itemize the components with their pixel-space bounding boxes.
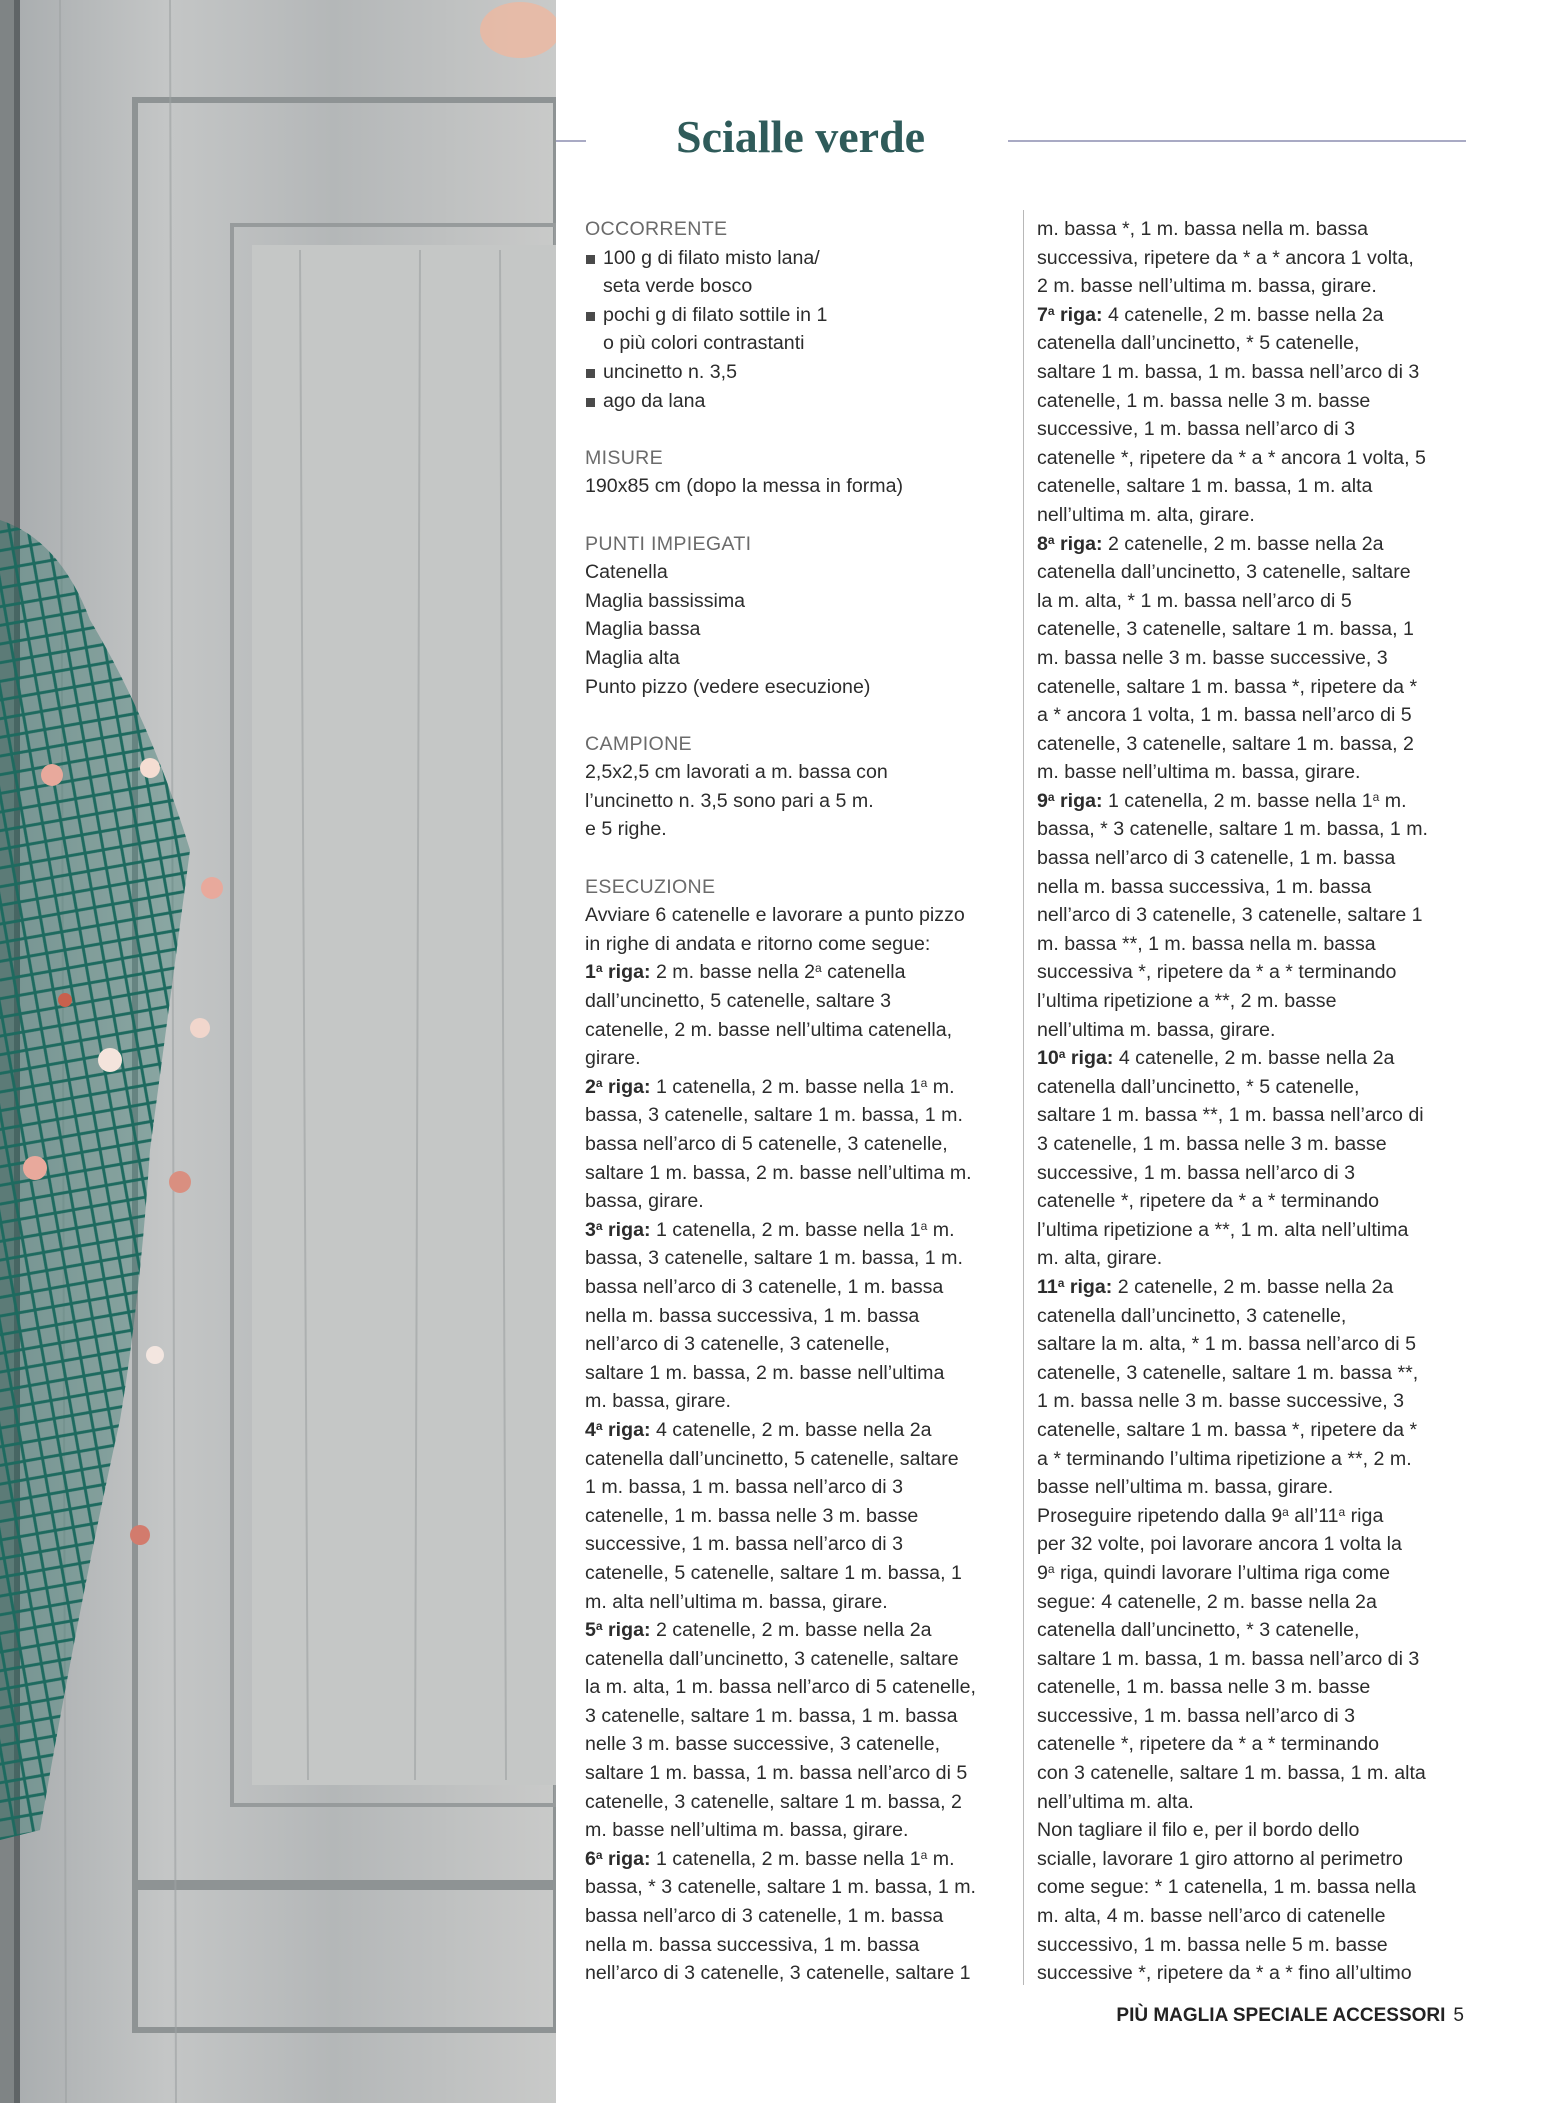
- instruction-line: come segue: * 1 catenella, 1 m. bassa nella: [1037, 1876, 1417, 1899]
- section-heading-esecuzione: ESECUZIONE: [585, 875, 716, 898]
- instruction-line: bassa, * 3 catenelle, saltare 1 m. bassa, 1 m.: [585, 1876, 976, 1899]
- instruction-line: 9$^a$ riga, quindi lavorare l’ultima riga come: [1037, 1561, 1391, 1584]
- shawl-photo: [0, 0, 556, 2103]
- instruction-line: in righe di andata e ritorno come segue:: [585, 932, 931, 955]
- instruction-line: catenelle, 1 m. bassa nelle 3 m. basse: [1037, 389, 1371, 412]
- instruction-line: 8$^a$ riga: 2 catenelle, 2 m. basse nella 2a: [1037, 532, 1384, 555]
- row-label: 7$^a$ riga:: [1037, 303, 1103, 326]
- instruction-line: 1 m. bassa nelle 3 m. basse successive, 3: [1037, 1390, 1405, 1413]
- instruction-line: catenelle, 5 catenelle, saltare 1 m. bassa, 1: [585, 1561, 962, 1584]
- instruction-line: nelle 3 m. basse successive, 3 catenelle,: [585, 1733, 941, 1756]
- instruction-line: saltare 1 m. bassa, 2 m. basse nell’ultima: [585, 1361, 945, 1384]
- material-item: ago da lana: [585, 387, 1015, 416]
- instruction-line: nell’ultima m. bassa, girare.: [1037, 1018, 1276, 1041]
- stitch-item: Punto pizzo (vedere esecuzione): [585, 675, 871, 698]
- instruction-line: 10$^a$ riga: 4 catenelle, 2 m. basse nella 2a: [1037, 1047, 1395, 1070]
- instruction-line: nella m. bassa successiva, 1 m. bassa: [1037, 875, 1372, 898]
- row-label: 10$^a$ riga:: [1037, 1047, 1114, 1070]
- page-footer: [1116, 2005, 1464, 2027]
- instruction-line: catenella dall’uncinetto, * 3 catenelle,: [1037, 1619, 1360, 1642]
- instruction-line: 1 m. bassa, 1 m. bassa nell’arco di 3: [585, 1476, 904, 1499]
- instruction-line: 7$^a$ riga: 4 catenelle, 2 m. basse nella 2a: [1037, 303, 1384, 326]
- instruction-line: bassa, 3 catenelle, saltare 1 m. bassa, 1 m.: [585, 1104, 963, 1127]
- instruction-line: m. alta, girare.: [1037, 1247, 1163, 1270]
- materials-list: [585, 244, 1015, 416]
- instruction-line: nell’arco di 3 catenelle, 3 catenelle, saltare 1: [1037, 904, 1423, 927]
- instruction-line: catenelle *, ripetere da * a * terminando: [1037, 1190, 1380, 1213]
- instruction-line: catenelle, saltare 1 m. bassa *, ripetere da *: [1037, 1418, 1418, 1441]
- instruction-line: m. bassa **, 1 m. bassa nella m. bassa: [1037, 932, 1376, 955]
- gauge-line: 2,5x2,5 cm lavorati a m. bassa con: [585, 761, 888, 784]
- instruction-line: m. bassa nelle 3 m. basse successive, 3: [1037, 646, 1388, 669]
- instruction-line: bassa, * 3 catenelle, saltare 1 m. bassa, 1 m.: [1037, 818, 1428, 841]
- instruction-line: bassa, 3 catenelle, saltare 1 m. bassa, 1 m.: [585, 1247, 963, 1270]
- instruction-line: m. basse nell’ultima m. bassa, girare.: [585, 1819, 909, 1842]
- instruction-line: nell’ultima m. alta.: [1037, 1790, 1194, 1813]
- instruction-line: successive *, ripetere da * a * fino all’ultimo: [1037, 1962, 1412, 1985]
- instruction-line: saltare la m. alta, * 1 m. bassa nell’arco di 5: [1037, 1333, 1416, 1356]
- instruction-line: 3$^a$ riga: 1 catenella, 2 m. basse nella 1$^a$ m.: [585, 1218, 955, 1241]
- row-label: 11$^a$ riga:: [1037, 1275, 1113, 1298]
- instruction-line: 2$^a$ riga: 1 catenella, 2 m. basse nella 1$^a$ m.: [585, 1075, 955, 1098]
- instruction-line: catenelle, 3 catenelle, saltare 1 m. bassa, 2: [1037, 732, 1414, 755]
- instruction-line: 2 m. basse nell’ultima m. bassa, girare.: [1037, 275, 1377, 298]
- gauge-text: [585, 758, 1015, 844]
- text-column-right: [1037, 215, 1467, 1988]
- stitch-item: Maglia bassissima: [585, 589, 746, 612]
- text-column-left: [585, 215, 1015, 1988]
- stitches-list: [585, 558, 1015, 701]
- material-item: uncinetto n. 3,5: [585, 358, 1015, 387]
- instruction-line: m. alta, 4 m. basse nell’arco di catenelle: [1037, 1905, 1386, 1928]
- instruction-line: catenelle, 2 m. basse nell’ultima catenella,: [585, 1018, 953, 1041]
- instruction-line: girare.: [585, 1047, 641, 1070]
- row-label: 1$^a$ riga:: [585, 961, 651, 984]
- instruction-line: saltare 1 m. bassa, 2 m. basse nell’ultima m.: [585, 1161, 972, 1184]
- instruction-line: dall’uncinetto, 5 catenelle, saltare 3: [585, 990, 892, 1013]
- instruction-line: a * terminando l’ultima ripetizione a **, 2 m.: [1037, 1447, 1412, 1470]
- material-item: 100 g di filato misto lana/: [585, 244, 1015, 273]
- instruction-line: catenella dall’uncinetto, * 5 catenelle,: [1037, 332, 1360, 355]
- gauge-line: e 5 righe.: [585, 818, 667, 841]
- measurements-text: 190x85 cm (dopo la messa in forma): [585, 475, 903, 498]
- instruction-line: l’ultima ripetizione a **, 1 m. alta nell’ultima: [1037, 1218, 1409, 1241]
- instruction-line: l’ultima ripetizione a **, 2 m. basse: [1037, 990, 1337, 1013]
- instruction-line: catenella dall’uncinetto, * 5 catenelle,: [1037, 1075, 1360, 1098]
- instruction-line: catenelle, 3 catenelle, saltare 1 m. bassa, 2: [585, 1790, 962, 1813]
- instruction-line: bassa, girare.: [585, 1190, 704, 1213]
- instruction-line: nella m. bassa successiva, 1 m. bassa: [585, 1933, 920, 1956]
- title-rule-right: [1008, 140, 1466, 142]
- instruction-line: la m. alta, 1 m. bassa nell’arco di 5 catenelle,: [585, 1676, 976, 1699]
- section-heading-campione: CAMPIONE: [585, 732, 692, 755]
- instruction-line: m. alta nell’ultima m. bassa, girare.: [585, 1590, 888, 1613]
- instructions-text-left: [585, 901, 1015, 1988]
- instruction-line: bassa nell’arco di 5 catenelle, 3 catenelle,: [585, 1133, 948, 1155]
- instruction-line: nella m. bassa successiva, 1 m. bassa: [585, 1304, 920, 1327]
- instruction-line: 3 catenelle, saltare 1 m. bassa, 1 m. bassa: [585, 1704, 958, 1727]
- instruction-line: la m. alta, * 1 m. bassa nell’arco di 5: [1037, 589, 1352, 612]
- magazine-name: PIÙ MAGLIA SPECIALE ACCESSORI: [1116, 2005, 1446, 2026]
- instruction-line: 6$^a$ riga: 1 catenella, 2 m. basse nella 1$^a$ m.: [585, 1847, 955, 1870]
- instruction-line: a * ancora 1 volta, 1 m. bassa nell’arco di 5: [1037, 704, 1412, 727]
- material-item: seta verde bosco: [603, 275, 753, 298]
- instruction-line: catenella dall’uncinetto, 3 catenelle, saltare: [585, 1647, 959, 1670]
- instruction-line: 11$^a$ riga: 2 catenelle, 2 m. basse nella 2a: [1037, 1275, 1394, 1298]
- instruction-line: nell’arco di 3 catenelle, 3 catenelle,: [585, 1333, 890, 1356]
- column-divider: [1023, 210, 1024, 1985]
- instruction-line: saltare 1 m. bassa **, 1 m. bassa nell’arco di: [1037, 1104, 1424, 1127]
- instruction-line: Non tagliare il filo e, per il bordo dello: [1037, 1819, 1360, 1842]
- instruction-line: successiva, ripetere da * a * ancora 1 volta,: [1037, 246, 1414, 269]
- instruction-line: m. bassa *, 1 m. bassa nella m. bassa: [1037, 218, 1369, 240]
- instruction-line: 4$^a$ riga: 4 catenelle, 2 m. basse nella 2a: [585, 1418, 932, 1441]
- row-label: 9$^a$ riga:: [1037, 789, 1103, 812]
- stitch-item: Catenella: [585, 561, 668, 584]
- instruction-line: catenella dall’uncinetto, 3 catenelle, saltare: [1037, 561, 1411, 584]
- row-label: 4$^a$ riga:: [585, 1418, 651, 1441]
- title-rule-left: [556, 140, 586, 142]
- material-item: pochi g di filato sottile in 1: [585, 301, 1015, 330]
- instruction-line: catenelle *, ripetere da * a * terminando: [1037, 1733, 1380, 1756]
- instruction-line: per 32 volte, poi lavorare ancora 1 volta la: [1037, 1533, 1402, 1556]
- instruction-line: successive, 1 m. bassa nell’arco di 3: [1037, 1704, 1355, 1727]
- instruction-line: bassa nell’arco di 3 catenelle, 1 m. bassa: [585, 1905, 944, 1928]
- material-item: o più colori contrastanti: [603, 332, 805, 355]
- instruction-line: catenelle, saltare 1 m. bassa *, ripetere da *: [1037, 675, 1418, 698]
- instruction-line: nell’ultima m. alta, girare.: [1037, 503, 1255, 526]
- instruction-line: bassa nell’arco di 3 catenelle, 1 m. bassa: [585, 1275, 944, 1298]
- instruction-line: Avviare 6 catenelle e lavorare a punto pizzo: [585, 904, 965, 927]
- instruction-line: successive, 1 m. bassa nell’arco di 3: [1037, 418, 1355, 441]
- instruction-line: nell’arco di 3 catenelle, 3 catenelle, saltare 1: [585, 1962, 971, 1985]
- gauge-line: l’uncinetto n. 3,5 sono pari a 5 m.: [585, 789, 874, 812]
- row-label: 5$^a$ riga:: [585, 1619, 651, 1642]
- instruction-line: m. bassa, girare.: [585, 1390, 731, 1413]
- instruction-line: catenelle, saltare 1 m. bassa, 1 m. alta: [1037, 475, 1373, 498]
- stitch-item: Maglia bassa: [585, 618, 701, 641]
- stitch-item: Maglia alta: [585, 646, 680, 669]
- instruction-line: basse nell’ultima m. bassa, girare.: [1037, 1476, 1334, 1499]
- instruction-line: catenella dall’uncinetto, 5 catenelle, saltare: [585, 1447, 959, 1470]
- page-title: Scialle verde: [676, 111, 926, 162]
- row-label: 8$^a$ riga:: [1037, 532, 1103, 555]
- instruction-line: 1$^a$ riga: 2 m. basse nella 2$^a$ catenella: [585, 961, 906, 984]
- instruction-line: catenelle, 3 catenelle, saltare 1 m. bassa, 1: [1037, 618, 1414, 641]
- instruction-line: successivo, 1 m. bassa nelle 5 m. basse: [1037, 1933, 1388, 1956]
- instruction-line: catenelle, 1 m. bassa nelle 3 m. basse: [585, 1504, 919, 1527]
- instruction-line: catenelle, 3 catenelle, saltare 1 m. bassa **,: [1037, 1361, 1419, 1384]
- instruction-line: saltare 1 m. bassa, 1 m. bassa nell’arco di 5: [585, 1762, 968, 1785]
- instruction-line: 3 catenelle, 1 m. bassa nelle 3 m. basse: [1037, 1133, 1387, 1155]
- instruction-line: saltare 1 m. bassa, 1 m. bassa nell’arco di 3: [1037, 360, 1420, 383]
- section-heading-punti: PUNTI IMPIEGATI: [585, 532, 752, 555]
- instruction-line: m. basse nell’ultima m. bassa, girare.: [1037, 761, 1361, 784]
- page-number: 5: [1453, 2005, 1464, 2026]
- section-heading-occorrente: OCCORRENTE: [585, 218, 728, 240]
- instruction-line: bassa nell’arco di 3 catenelle, 1 m. bassa: [1037, 847, 1396, 870]
- instruction-line: 9$^a$ riga: 1 catenella, 2 m. basse nella 1$^a$ m.: [1037, 789, 1407, 812]
- instruction-line: successive, 1 m. bassa nell’arco di 3: [585, 1533, 903, 1556]
- instructions-text-right: [1037, 215, 1467, 1988]
- instruction-line: Proseguire ripetendo dalla 9$^a$ all’11$^a$ riga: [1037, 1504, 1384, 1527]
- row-label: 3$^a$ riga:: [585, 1218, 651, 1241]
- instruction-line: catenelle, 1 m. bassa nelle 3 m. basse: [1037, 1676, 1371, 1699]
- instruction-line: catenelle *, ripetere da * a * ancora 1 volta, 5: [1037, 446, 1426, 469]
- instruction-line: catenella dall’uncinetto, 3 catenelle,: [1037, 1304, 1347, 1327]
- instruction-line: successiva *, ripetere da * a * terminando: [1037, 961, 1397, 984]
- instruction-line: saltare 1 m. bassa, 1 m. bassa nell’arco di 3: [1037, 1647, 1420, 1670]
- instruction-line: successive, 1 m. bassa nell’arco di 3: [1037, 1161, 1355, 1184]
- section-heading-misure: MISURE: [585, 446, 664, 469]
- row-label: 2$^a$ riga:: [585, 1075, 651, 1098]
- row-label: 6$^a$ riga:: [585, 1847, 651, 1870]
- instruction-line: con 3 catenelle, saltare 1 m. bassa, 1 m. alta: [1037, 1762, 1426, 1785]
- instruction-line: segue: 4 catenelle, 2 m. basse nella 2a: [1037, 1590, 1377, 1613]
- instruction-line: 5$^a$ riga: 2 catenelle, 2 m. basse nella 2a: [585, 1619, 932, 1642]
- instruction-line: scialle, lavorare 1 giro attorno al perimetro: [1037, 1847, 1403, 1870]
